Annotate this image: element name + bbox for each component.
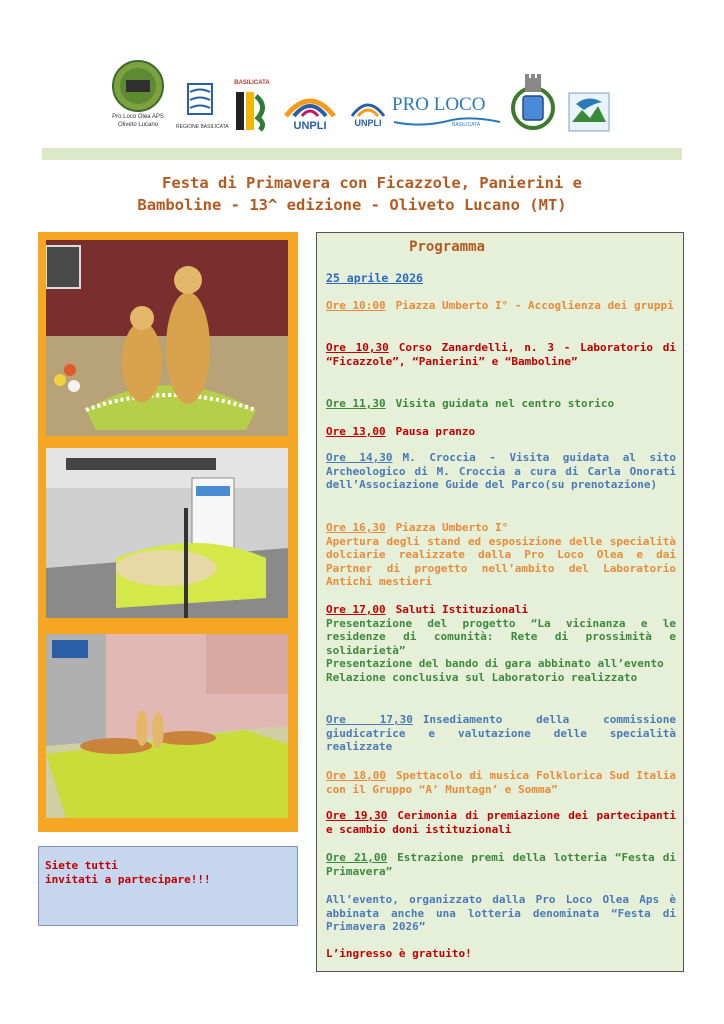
proloco-olea-label-1: Pro Loco Olea APS	[112, 114, 164, 120]
program-panel	[316, 232, 684, 972]
regione-label: REGIONE BASILICATA	[176, 124, 229, 130]
unpli-logo-2	[348, 96, 388, 136]
entry-text: Saluti Istituzionali	[395, 603, 529, 616]
program-entry	[326, 397, 676, 411]
entry-time: Ore 19,30	[326, 809, 388, 822]
program-entry	[326, 451, 676, 492]
photo-bamboline	[46, 240, 288, 436]
title-line-2: Bamboline - 13^ edizione - Oliveto Lucano (MT)	[137, 196, 567, 214]
photo-stand	[46, 448, 288, 618]
entry-text: Insediamento della commissione giudicatrice e valutazione delle specialità realizzate	[326, 713, 676, 754]
unpli-label-2: UNPLI	[354, 118, 382, 128]
proloco-basilicata-logo	[392, 94, 502, 134]
program-entry	[326, 769, 676, 796]
proloco-sub-label: BASILICATA	[452, 122, 481, 128]
entry-text: Piazza Umberto I° - Accoglienza dei gruppi	[395, 299, 674, 312]
program-date: 25 aprile 2026	[326, 271, 423, 285]
program-entry	[326, 713, 676, 754]
entry-extra: Presentazione del progetto “La vicinanza e le residenze di comunità: Rete di prossimità e solidarietà”	[326, 616, 676, 657]
program-closing: All’evento, organizzato dalla Pro Loco Olea Aps è abbinata anche una lotteria denominata “Festa di Primavera 2026”	[326, 893, 676, 934]
title-line-1: Festa di Primavera con Ficazzole, Panierini e	[162, 174, 582, 192]
proloco-olea-logo	[108, 58, 168, 138]
entry-text: Visita guidata nel centro storico	[395, 397, 615, 410]
entry-extra: Apertura degli stand ed esposizione delle specialità dolciarie realizzate dalla Pro Loco Olea e dai Partner di progetto nell’ambito del Laboratorio Antichi mestieri	[326, 534, 676, 589]
entry-text: Cerimonia di premiazione dei partecipanti e scambio doni istituzionali	[326, 809, 676, 836]
entry-time: Ore 14,30	[326, 451, 393, 464]
entry-text: M. Croccia - Visita guidata al sito Archeologico di M. Croccia a cura di Carla Onorati dell’Associazione Guide del Parco(su prenotazione)	[326, 451, 676, 492]
entry-text: Pausa pranzo	[395, 425, 476, 438]
entry-time: Ore 18,00	[326, 769, 386, 782]
proloco-olea-label-2: Oliveto Lucano	[117, 122, 159, 128]
entry-time: Ore 10,30	[326, 341, 389, 354]
invite-text: Siete tutti invitati a partecipare!!!	[45, 859, 211, 886]
entry-time: Ore 16,30	[326, 521, 386, 534]
program-entry	[326, 851, 676, 878]
page-title	[62, 172, 682, 216]
entry-time: Ore 17,00	[326, 603, 386, 616]
oliveto-crest-icon	[510, 72, 556, 134]
entry-time: Ore 13,00	[326, 425, 386, 438]
regione-basilicata-logo	[176, 82, 229, 138]
entry-time: Ore 11,30	[326, 397, 386, 410]
invite-box	[38, 846, 298, 926]
unpli-logo-1	[280, 92, 340, 136]
photo-table	[46, 634, 288, 818]
logo-bar	[108, 58, 618, 138]
program-free-entry: L’ingresso è gratuito!	[326, 947, 472, 960]
entry-text: Estrazione premi della lotteria “Festa di Primavera”	[326, 851, 677, 878]
unpli-label-1: UNPLI	[293, 120, 327, 132]
proloco-label: PRO LOCO	[392, 94, 486, 115]
program-entry	[326, 299, 676, 313]
entry-extra: Presentazione del bando di gara abbinato all’evento	[326, 657, 664, 671]
entry-time: Ore 10:00	[326, 299, 386, 312]
entry-time: Ore 17,30	[326, 713, 413, 726]
header-band	[42, 148, 682, 160]
entry-text: Piazza Umberto I°	[395, 521, 509, 534]
program-entry	[326, 341, 676, 368]
program-heading: Programma	[409, 239, 485, 255]
program-entry	[326, 809, 676, 836]
parco-logo-icon	[568, 92, 610, 132]
program-entry	[326, 521, 676, 589]
entry-text: Corso Zanardelli, n. 3 - Laboratorio di “Ficazzole”, “Panierini” e “Bamboline”	[326, 341, 676, 368]
photo-panel	[38, 232, 298, 832]
entry-time: Ore 21,00	[326, 851, 388, 864]
entry-extra: Relazione conclusiva sul Laboratorio realizzato	[326, 670, 638, 684]
entry-text: Spettacolo di musica Folklorica Sud Italia con il Gruppo “A’ Muntagn’ e Somma”	[326, 769, 676, 796]
program-entry	[326, 425, 676, 439]
basilicata-logo	[232, 80, 272, 138]
basilicata-label: BASILICATA	[234, 80, 270, 86]
program-entry	[326, 603, 676, 685]
